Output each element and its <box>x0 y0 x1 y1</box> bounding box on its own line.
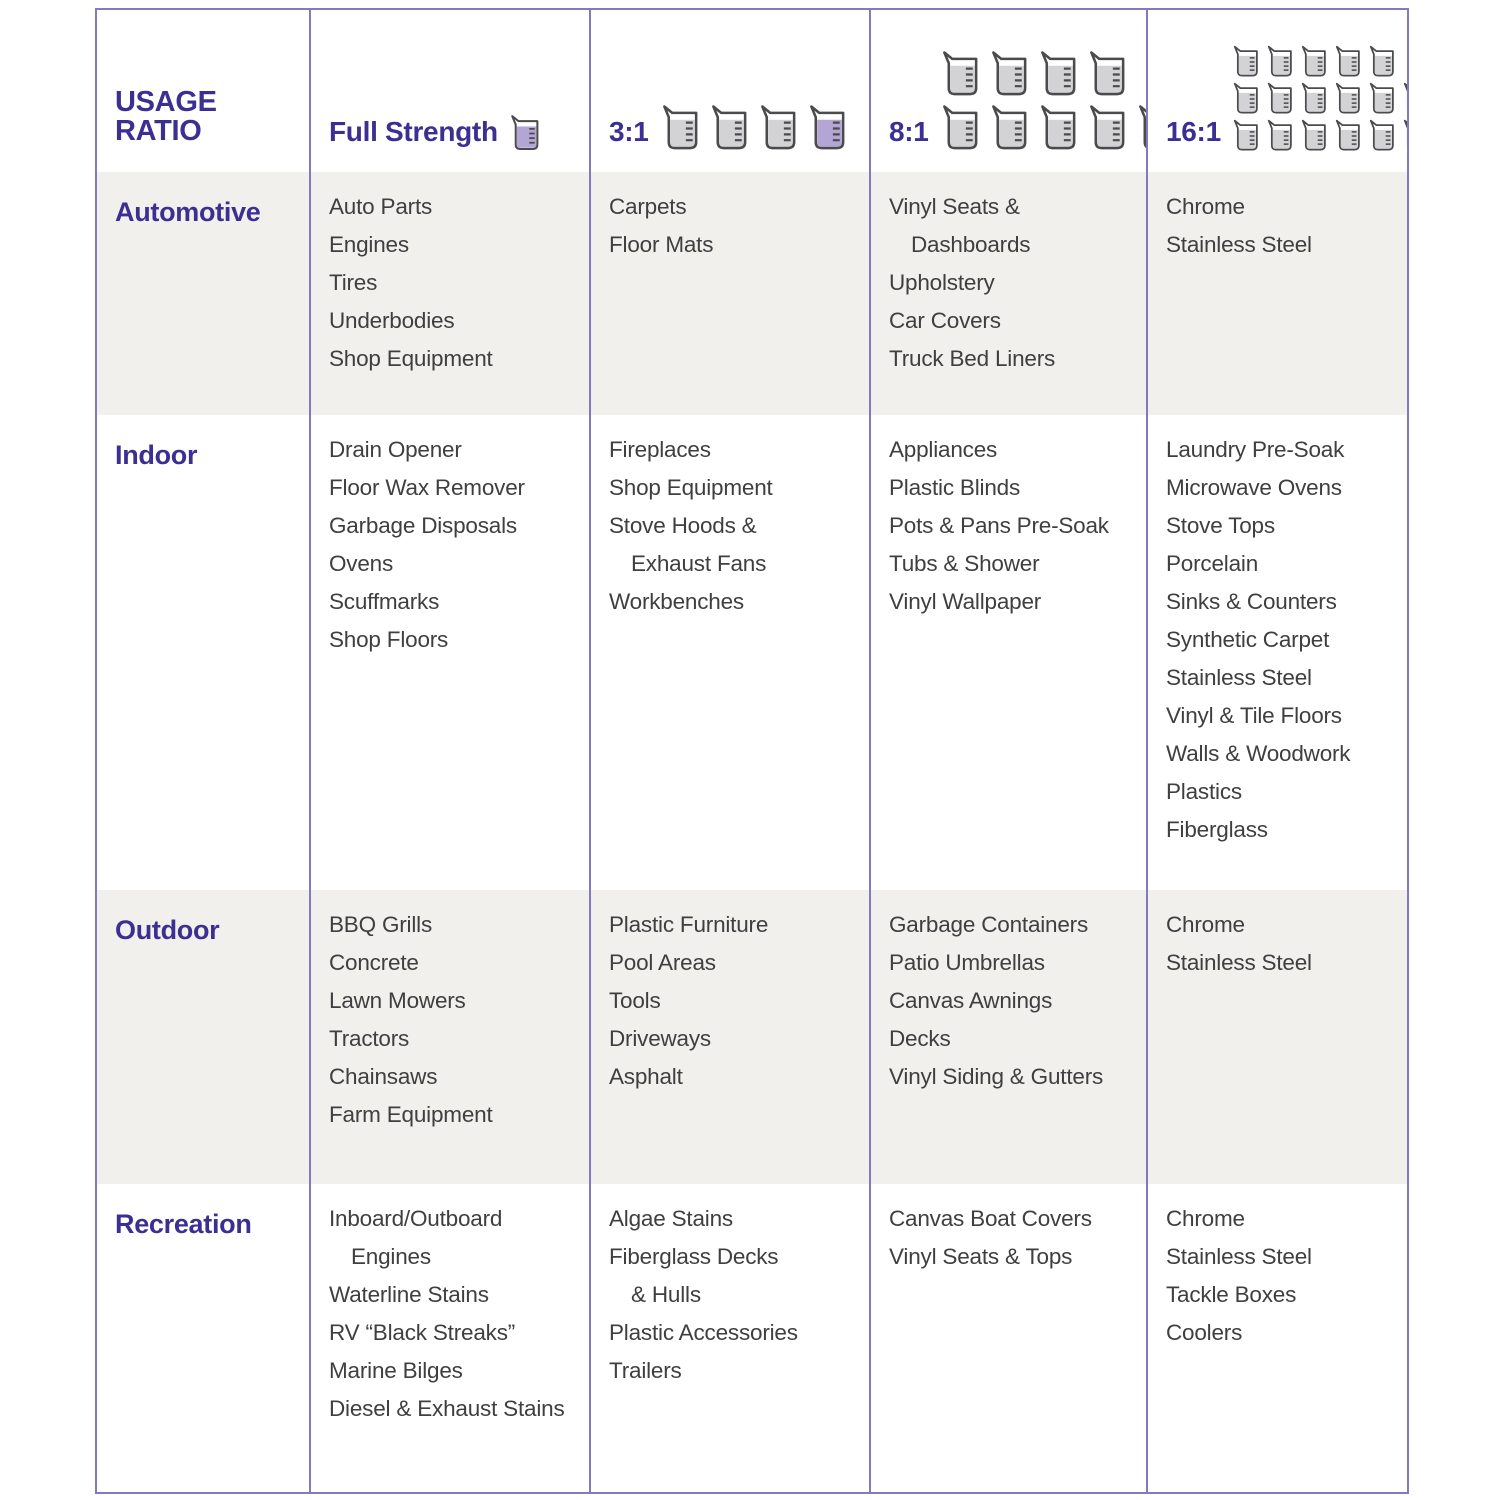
usage-cell <box>1146 1184 1407 1492</box>
usage-cell <box>1146 172 1407 415</box>
usage-cell <box>589 172 869 415</box>
cell-item: Microwave Ovens <box>1166 475 1342 500</box>
cell-item: Laundry Pre-Soak <box>1166 437 1345 462</box>
cell-item: Tires <box>329 270 378 295</box>
beaker-icon-water <box>1086 104 1129 153</box>
cell-item: Plastic Accessories <box>609 1320 798 1345</box>
usage-cell <box>309 1184 589 1492</box>
row-header-cell <box>97 890 309 1184</box>
cell-item-line: Engines <box>351 1244 431 1269</box>
cell-item: Plastics <box>1166 779 1242 804</box>
beaker-row <box>1231 82 1407 116</box>
ratio-label: 3:1 <box>609 116 649 147</box>
cell-item: Auto Parts <box>329 194 433 219</box>
cell-item: Chrome <box>1166 194 1245 219</box>
cell-item: Coolers <box>1166 1320 1243 1345</box>
ratio-header-16-1 <box>1146 10 1407 172</box>
beaker-icon-water <box>708 104 751 153</box>
ratio-header-3-1 <box>589 10 869 172</box>
cell-item: Engines <box>329 232 409 257</box>
cell-item <box>609 1238 859 1314</box>
cell-item: Vinyl Siding & Gutters <box>889 1064 1104 1089</box>
cell-item: Marine Bilges <box>329 1358 463 1383</box>
cell-item <box>329 1200 579 1276</box>
cell-item: Tools <box>609 988 661 1013</box>
cell-item <box>889 188 1136 264</box>
cell-item: Pool Areas <box>609 950 716 975</box>
cell-item-line: Inboard/Outboard <box>329 1206 503 1231</box>
cell-item-line: Stove Hoods & <box>609 513 757 538</box>
cell-item: Floor Mats <box>609 232 714 257</box>
usage-cell <box>869 172 1146 415</box>
ratio-header-content <box>609 97 849 146</box>
cell-item: Plastic Furniture <box>609 912 769 937</box>
beaker-group <box>1231 45 1407 153</box>
beaker-icon-water <box>1231 45 1261 79</box>
cell-item: Waterline Stains <box>329 1282 489 1307</box>
beaker-icon-water <box>1299 82 1329 116</box>
beaker-group <box>659 104 849 153</box>
beaker-icon-water <box>988 104 1031 153</box>
ratio-header-8-1 <box>869 10 1146 172</box>
cell-item: Lawn Mowers <box>329 988 466 1013</box>
beaker-icon-water <box>988 50 1031 99</box>
beaker-icon-water <box>1265 119 1295 153</box>
cell-item: Concrete <box>329 950 419 975</box>
usage-cell <box>309 890 589 1184</box>
usage-cell <box>1146 890 1407 1184</box>
ratio-header-content <box>889 43 1146 146</box>
usage-cell <box>589 890 869 1184</box>
row-label-outdoor: Outdoor <box>115 915 220 945</box>
cell-item: Garbage Containers <box>889 912 1089 937</box>
row-label-automotive: Automotive <box>115 197 261 227</box>
cell-item: Algae Stains <box>609 1206 733 1231</box>
cell-item: Stove Tops <box>1166 513 1275 538</box>
beaker-icon-water <box>1299 119 1329 153</box>
beaker-icon-water <box>1037 50 1080 99</box>
ratio-header-content <box>1166 38 1407 146</box>
beaker-icon-water <box>1333 82 1363 116</box>
cell-item: RV “Black Streaks” <box>329 1320 516 1345</box>
cell-item: Chrome <box>1166 1206 1245 1231</box>
beaker-icon-water <box>757 104 800 153</box>
usage-cell <box>309 172 589 415</box>
cell-item-line: & Hulls <box>631 1282 701 1307</box>
cell-item: Tractors <box>329 1026 410 1051</box>
cell-item: Canvas Boat Covers <box>889 1206 1092 1231</box>
cell-item: Underbodies <box>329 308 455 333</box>
beaker-row <box>1231 119 1407 153</box>
cell-item: Workbenches <box>609 589 744 614</box>
cell-item: Canvas Awnings <box>889 988 1053 1013</box>
usage-ratio-table <box>95 8 1409 1494</box>
beaker-icon-water <box>1265 45 1295 79</box>
cell-item: Shop Equipment <box>609 475 773 500</box>
cell-item: Tubs & Shower <box>889 551 1040 576</box>
usage-cell <box>589 415 869 890</box>
beaker-icon-product <box>806 104 849 153</box>
beaker-icon-water <box>939 50 982 99</box>
cell-item: Shop Equipment <box>329 346 493 371</box>
cell-item: Chainsaws <box>329 1064 438 1089</box>
cell-item: Vinyl Seats & Tops <box>889 1244 1073 1269</box>
cell-item: Vinyl Wallpaper <box>889 589 1042 614</box>
usage-ratio-title: USAGE RATIO <box>115 86 217 147</box>
beaker-group <box>939 50 1146 153</box>
cell-item-line: Exhaust Fans <box>631 551 767 576</box>
ratio-header-full-strength <box>309 10 589 172</box>
cell-item: Vinyl & Tile Floors <box>1166 703 1342 728</box>
cell-item: Farm Equipment <box>329 1102 493 1127</box>
beaker-row <box>508 114 542 153</box>
beaker-icon-product <box>508 114 542 153</box>
cell-item: Fireplaces <box>609 437 711 462</box>
beaker-row <box>939 50 1129 99</box>
beaker-group <box>508 114 542 153</box>
cell-item: BBQ Grills <box>329 912 433 937</box>
cell-item: Stainless Steel <box>1166 665 1312 690</box>
row-header-cell <box>97 415 309 890</box>
beaker-row <box>939 104 1146 153</box>
row-label-recreation: Recreation <box>115 1209 252 1239</box>
cell-item-line: Fiberglass Decks <box>609 1244 779 1269</box>
cell-item: Asphalt <box>609 1064 683 1089</box>
cell-item: Trailers <box>609 1358 682 1383</box>
cell-item: Pots & Pans Pre-Soak <box>889 513 1109 538</box>
cell-item: Chrome <box>1166 912 1245 937</box>
cell-item: Scuffmarks <box>329 589 440 614</box>
cell-item: Stainless Steel <box>1166 232 1312 257</box>
cell-item: Car Covers <box>889 308 1001 333</box>
cell-item: Floor Wax Remover <box>329 475 525 500</box>
beaker-icon-product <box>1135 104 1146 153</box>
cell-item: Shop Floors <box>329 627 449 652</box>
ratio-label: Full Strength <box>329 116 498 147</box>
cell-item: Sinks & Counters <box>1166 589 1337 614</box>
cell-item: Diesel & Exhaust Stains <box>329 1396 565 1421</box>
beaker-icon-water <box>1333 119 1363 153</box>
cell-item: Fiberglass <box>1166 817 1268 842</box>
usage-cell <box>309 415 589 890</box>
beaker-icon-water <box>1037 104 1080 153</box>
cell-item: Stainless Steel <box>1166 950 1312 975</box>
row-header-cell <box>97 172 309 415</box>
beaker-icon-water <box>1265 82 1295 116</box>
ratio-label: 8:1 <box>889 116 929 147</box>
cell-item: Synthetic Carpet <box>1166 627 1330 652</box>
cell-item: Upholstery <box>889 270 995 295</box>
cell-item: Appliances <box>889 437 998 462</box>
cell-item: Porcelain <box>1166 551 1259 576</box>
cell-item: Truck Bed Liners <box>889 346 1056 371</box>
cell-item: Drain Opener <box>329 437 462 462</box>
beaker-icon-water <box>939 104 982 153</box>
row-header-cell <box>97 1184 309 1492</box>
beaker-icon-product <box>1401 119 1407 153</box>
ratio-header-content <box>329 107 542 146</box>
beaker-icon-water <box>1231 119 1261 153</box>
beaker-icon-water <box>1367 45 1397 79</box>
row-label-indoor: Indoor <box>115 440 198 470</box>
beaker-icon-water <box>1299 45 1329 79</box>
cell-item: Driveways <box>609 1026 711 1051</box>
cell-item: Decks <box>889 1026 951 1051</box>
cell-item: Garbage Disposals <box>329 513 517 538</box>
usage-cell <box>869 1184 1146 1492</box>
cell-item: Stainless Steel <box>1166 1244 1312 1269</box>
beaker-icon-water <box>1367 119 1397 153</box>
cell-item: Walls & Woodwork <box>1166 741 1351 766</box>
cell-item: Ovens <box>329 551 394 576</box>
cell-item-line: Dashboards <box>911 232 1031 257</box>
beaker-icon-water <box>1367 82 1397 116</box>
cell-item: Carpets <box>609 194 687 219</box>
cell-item-line: Vinyl Seats & <box>889 194 1020 219</box>
cell-item: Plastic Blinds <box>889 475 1021 500</box>
beaker-icon-water <box>1231 82 1261 116</box>
beaker-icon-water <box>659 104 702 153</box>
ratio-label: 16:1 <box>1166 116 1221 147</box>
usage-cell <box>589 1184 869 1492</box>
cell-item <box>609 507 859 583</box>
beaker-row <box>1231 45 1397 79</box>
usage-cell <box>1146 415 1407 890</box>
usage-cell <box>869 890 1146 1184</box>
beaker-icon-water <box>1401 82 1407 116</box>
beaker-icon-water <box>1333 45 1363 79</box>
cell-item: Tackle Boxes <box>1166 1282 1297 1307</box>
beaker-icon-water <box>1086 50 1129 99</box>
usage-cell <box>869 415 1146 890</box>
cell-item: Patio Umbrellas <box>889 950 1045 975</box>
beaker-row <box>659 104 849 153</box>
